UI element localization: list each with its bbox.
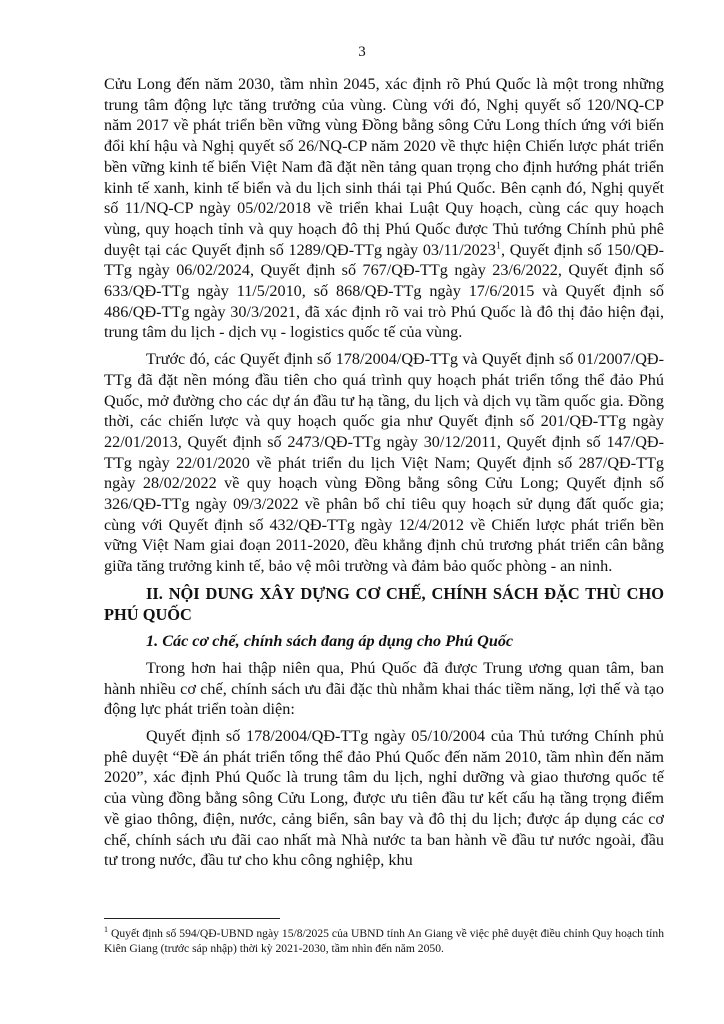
footnote <box>104 926 664 956</box>
page-number: 3 <box>358 44 366 60</box>
paragraph-decision-178: Quyết định số 178/2004/QĐ-TTg ngày 05/10/2004 của Thủ tướng Chính phủ phê duyệt “Đề án phát triển tổng thể đảo Phú Quốc đến năm 2010, tầm nhìn đến năm 2020”, xác định Phú Quốc là trung tâm du lịch, nghỉ dưỡng và giao thương quốc tế của vùng đồng bằng sông Cửu Long, được ưu tiên đầu tư kết cấu hạ tầng trọng điểm về giao thông, điện, nước, cảng biển, sân bay và đô thị du lịch; được áp dụng các cơ chế, chính sách ưu đãi cao nhất mà Nhà nước ta ban hành về đầu tư nước ngoài, đầu tư trong nước, đầu tư cho khu công nghiệp, khu <box>104 726 664 870</box>
paragraph-text-cont: , Quyết định số 150/QĐ-TTg ngày 06/02/2024, Quyết định số 767/QĐ-TTg ngày 23/6/2022, Quyết định số 633/QĐ-TTg ngày 11/5/2010, số 868/QĐ-TTg ngày 17/6/2015 và Quyết định số 486/QĐ-TTg ngày 30/3/2021, đã xác định rõ vai trò Phú Quốc là đô thị đảo hiện đại, trung tâm du lịch - dịch vụ - logistics quốc tế của vùng. <box>104 240 664 342</box>
subsection-heading: 1. Các cơ chế, chính sách đang áp dụng cho Phú Quốc <box>146 631 514 650</box>
footnote-reference[interactable]: 1 <box>495 240 501 252</box>
footnote-marker: 1 <box>104 925 108 935</box>
document-body <box>104 74 664 877</box>
footnote-divider <box>104 918 280 919</box>
paragraph-continuation <box>104 74 664 343</box>
footnote-text: Quyết định số 594/QĐ-UBND ngày 15/8/2025 của UBND tỉnh An Giang về việc phê duyệt điều chỉnh Quy hoạch tỉnh Kiên Giang (trước sáp nhập) thời kỳ 2021-2030, tầm nhìn đến năm 2050. <box>104 927 664 955</box>
paragraph-intro: Trong hơn hai thập niên qua, Phú Quốc đã được Trung ương quan tâm, ban hành nhiều cơ chế, chính sách ưu đãi đặc thù nhằm khai thác tiềm năng, lợi thế và tạo động lực phát triển toàn diện: <box>104 658 664 719</box>
paragraph-background: Trước đó, các Quyết định số 178/2004/QĐ-TTg và Quyết định số 01/2007/QĐ-TTg đã đặt nền móng đầu tiên cho quá trình quy hoạch phát triển tổng thể đảo Phú Quốc, mở đường cho các dự án đầu tư hạ tầng, du lịch và dịch vụ tầm quốc gia. Đồng thời, các chiến lược và quy hoạch quốc gia như Quyết định số 201/QĐ-TTg ngày 22/01/2013, Quyết định số 2473/QĐ-TTg ngày 30/12/2011, Quyết định số 147/QĐ-TTg ngày 22/01/2020 về phát triển du lịch Việt Nam; Quyết định số 287/QĐ-TTg ngày 28/02/2022 về quy hoạch vùng Đồng bằng sông Cửu Long; Quyết định số 326/QĐ-TTg ngày 09/3/2022 về phân bổ chỉ tiêu quy hoạch sử dụng đất quốc gia; cùng với Quyết định số 432/QĐ-TTg ngày 12/4/2012 về Chiến lược phát triển bền vững Việt Nam giai đoạn 2011-2020, đều khẳng định chủ trương phát triển cân bằng giữa tăng trưởng kinh tế, bảo vệ môi trường và đảm bảo quốc phòng - an ninh. <box>104 350 664 576</box>
section-heading: II. NỘI DUNG XÂY DỰNG CƠ CHẾ, CHÍNH SÁCH ĐẶC THÙ CHO PHÚ QUỐC <box>104 583 664 624</box>
paragraph-text: Cửu Long đến năm 2030, tầm nhìn 2045, xác định rõ Phú Quốc là một trong những trung tâm động lực tăng trưởng của vùng. Cùng với đó, Nghị quyết số 120/NQ-CP năm 2017 về phát triển bền vững vùng Đồng bằng sông Cửu Long thích ứng với biến đổi khí hậu và Nghị quyết số 26/NQ-CP năm 2020 về thực hiện Chiến lược phát triển bền vững kinh tế biển Việt Nam đã đặt nền tảng quan trọng cho định hướng phát triển kinh tế xanh, kinh tế biển và du lịch sinh thái tại Phú Quốc. Bên cạnh đó, Nghị quyết số 11/NQ-CP ngày 05/02/2018 về triển khai Luật Quy hoạch, cùng các quy hoạch vùng, quy hoạch tỉnh và quy hoạch đô thị Phú Quốc được Thủ tướng Chính phủ phê duyệt tại các Quyết định số 1289/QĐ-TTg ngày 03/11/2023 <box>104 75 664 259</box>
